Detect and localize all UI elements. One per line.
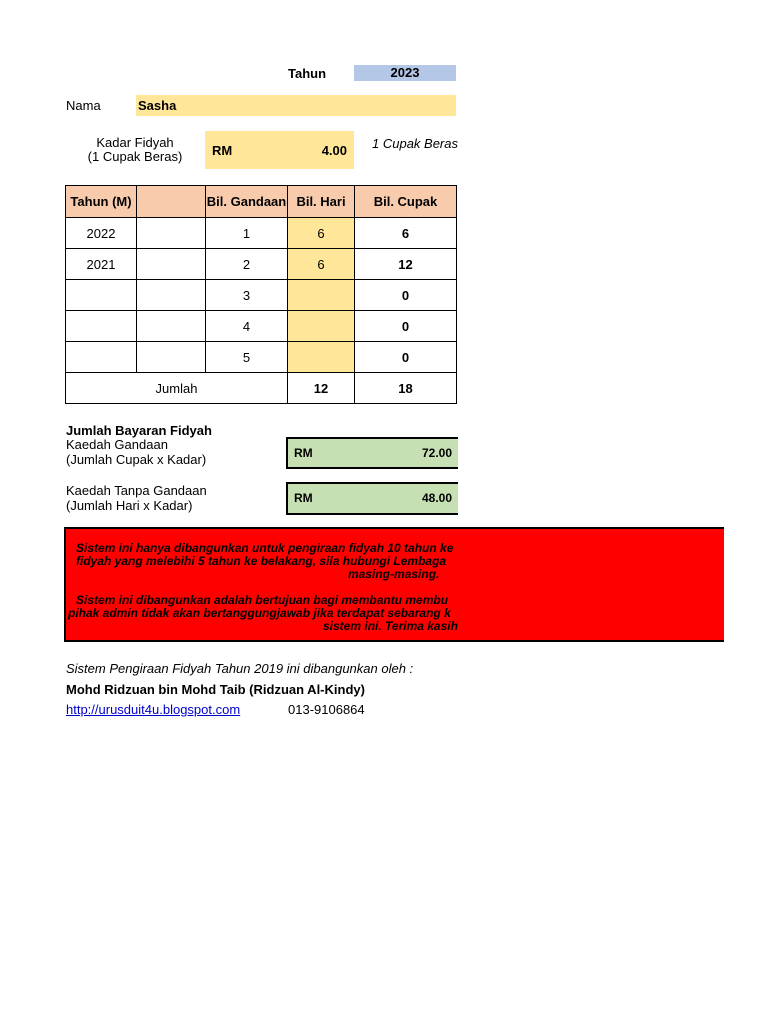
header-gandaan: Bil. Gandaan [206, 186, 288, 218]
cell-gandaan: 1 [206, 218, 288, 249]
table-total-row [66, 373, 457, 404]
cell-hari[interactable] [288, 280, 355, 311]
kadar-note: 1 Cupak Beras [372, 136, 458, 151]
tanpa-label-line1: Kaedah Tanpa Gandaan [66, 483, 207, 498]
author-name: Mohd Ridzuan bin Mohd Taib (Ridzuan Al-Kindy) [66, 682, 365, 697]
cell-cupak: 0 [355, 280, 457, 311]
cell-cupak: 12 [355, 249, 457, 280]
gandaan-label-line1: Kaedah Gandaan [66, 437, 168, 452]
total-label: Jumlah [66, 373, 288, 404]
kadar-label-line2: (1 Cupak Beras) [87, 149, 183, 164]
total-cupak: 18 [355, 373, 457, 404]
cell-gandaan: 4 [206, 311, 288, 342]
cell-tahun[interactable] [66, 311, 137, 342]
credit-line: Sistem Pengiraan Fidyah Tahun 2019 ini dibangunkan oleh : [66, 661, 414, 676]
cell-blank[interactable] [137, 311, 206, 342]
header-tahun: Tahun (M) [66, 186, 137, 218]
table-row [66, 249, 457, 280]
cell-blank[interactable] [137, 342, 206, 373]
cell-cupak: 0 [355, 342, 457, 373]
nama-input-cell[interactable]: Sasha [136, 95, 456, 116]
bayaran-title: Jumlah Bayaran Fidyah [66, 423, 212, 438]
cell-cupak: 0 [355, 311, 457, 342]
tanpa-gandaan-label [66, 483, 207, 513]
warning-text-area [66, 529, 458, 642]
cell-blank[interactable] [137, 280, 206, 311]
warning-line-3: masing-masing. [348, 567, 440, 581]
cell-hari[interactable]: 6 [288, 218, 355, 249]
cell-gandaan: 5 [206, 342, 288, 373]
cell-hari[interactable] [288, 311, 355, 342]
kadar-label-line1: Kadar Fidyah [96, 135, 174, 150]
cell-hari[interactable] [288, 342, 355, 373]
kadar-currency: RM [212, 143, 233, 158]
cell-blank[interactable] [137, 218, 206, 249]
table-row [66, 280, 457, 311]
gandaan-currency: RM [294, 446, 313, 460]
cell-gandaan: 2 [206, 249, 288, 280]
blog-link[interactable]: http://urusduit4u.blogspot.com [66, 702, 241, 717]
warning-line-2: fidyah yang melebihi 5 tahun ke belakang, sila hubungi Lembaga [76, 554, 447, 568]
tanpa-amount: 48.00 [421, 491, 452, 505]
kadar-fidyah-cell[interactable] [205, 131, 354, 169]
table-header-row [66, 186, 457, 218]
cell-tahun[interactable]: 2022 [66, 218, 137, 249]
tahun-value-cell[interactable]: 2023 [354, 65, 456, 81]
table-row [66, 311, 457, 342]
fidyah-table [65, 185, 457, 404]
tanpa-currency: RM [294, 491, 313, 505]
warning-line-5: pihak admin tidak akan bertanggungjawab jika terdapat sebarang k [68, 606, 451, 620]
tanpa-gandaan-result-cell [286, 482, 458, 515]
tahun-label: Tahun [288, 66, 327, 81]
cell-tahun[interactable]: 2021 [66, 249, 137, 280]
gandaan-result-cell [286, 437, 458, 469]
table-row [66, 218, 457, 249]
kadar-fidyah-label [80, 136, 190, 164]
gandaan-label-line2: (Jumlah Cupak x Kadar) [66, 452, 207, 467]
nama-label: Nama [66, 98, 101, 113]
cell-tahun[interactable] [66, 280, 137, 311]
tanpa-label-line2: (Jumlah Hari x Kadar) [66, 498, 193, 513]
phone-number: 013-9106864 [288, 702, 365, 717]
warning-line-4: Sistem ini dibangunkan adalah bertujuan bagi membantu membu [76, 593, 449, 607]
header-hari: Bil. Hari [288, 186, 355, 218]
cell-blank[interactable] [137, 249, 206, 280]
warning-line-1: Sistem ini hanya dibangunkan untuk pengiraan fidyah 10 tahun ke [76, 541, 454, 555]
warning-line-6: sistem ini. Terima kasih [323, 619, 458, 633]
header-blank [137, 186, 206, 218]
cell-gandaan: 3 [206, 280, 288, 311]
cell-tahun[interactable] [66, 342, 137, 373]
kadar-amount: 4.00 [321, 143, 347, 158]
cell-hari[interactable]: 6 [288, 249, 355, 280]
total-hari: 12 [288, 373, 355, 404]
cell-cupak: 6 [355, 218, 457, 249]
gandaan-label [66, 437, 206, 467]
gandaan-amount: 72.00 [421, 446, 452, 460]
warning-notice [64, 527, 724, 642]
table-row [66, 342, 457, 373]
header-cupak: Bil. Cupak [355, 186, 457, 218]
